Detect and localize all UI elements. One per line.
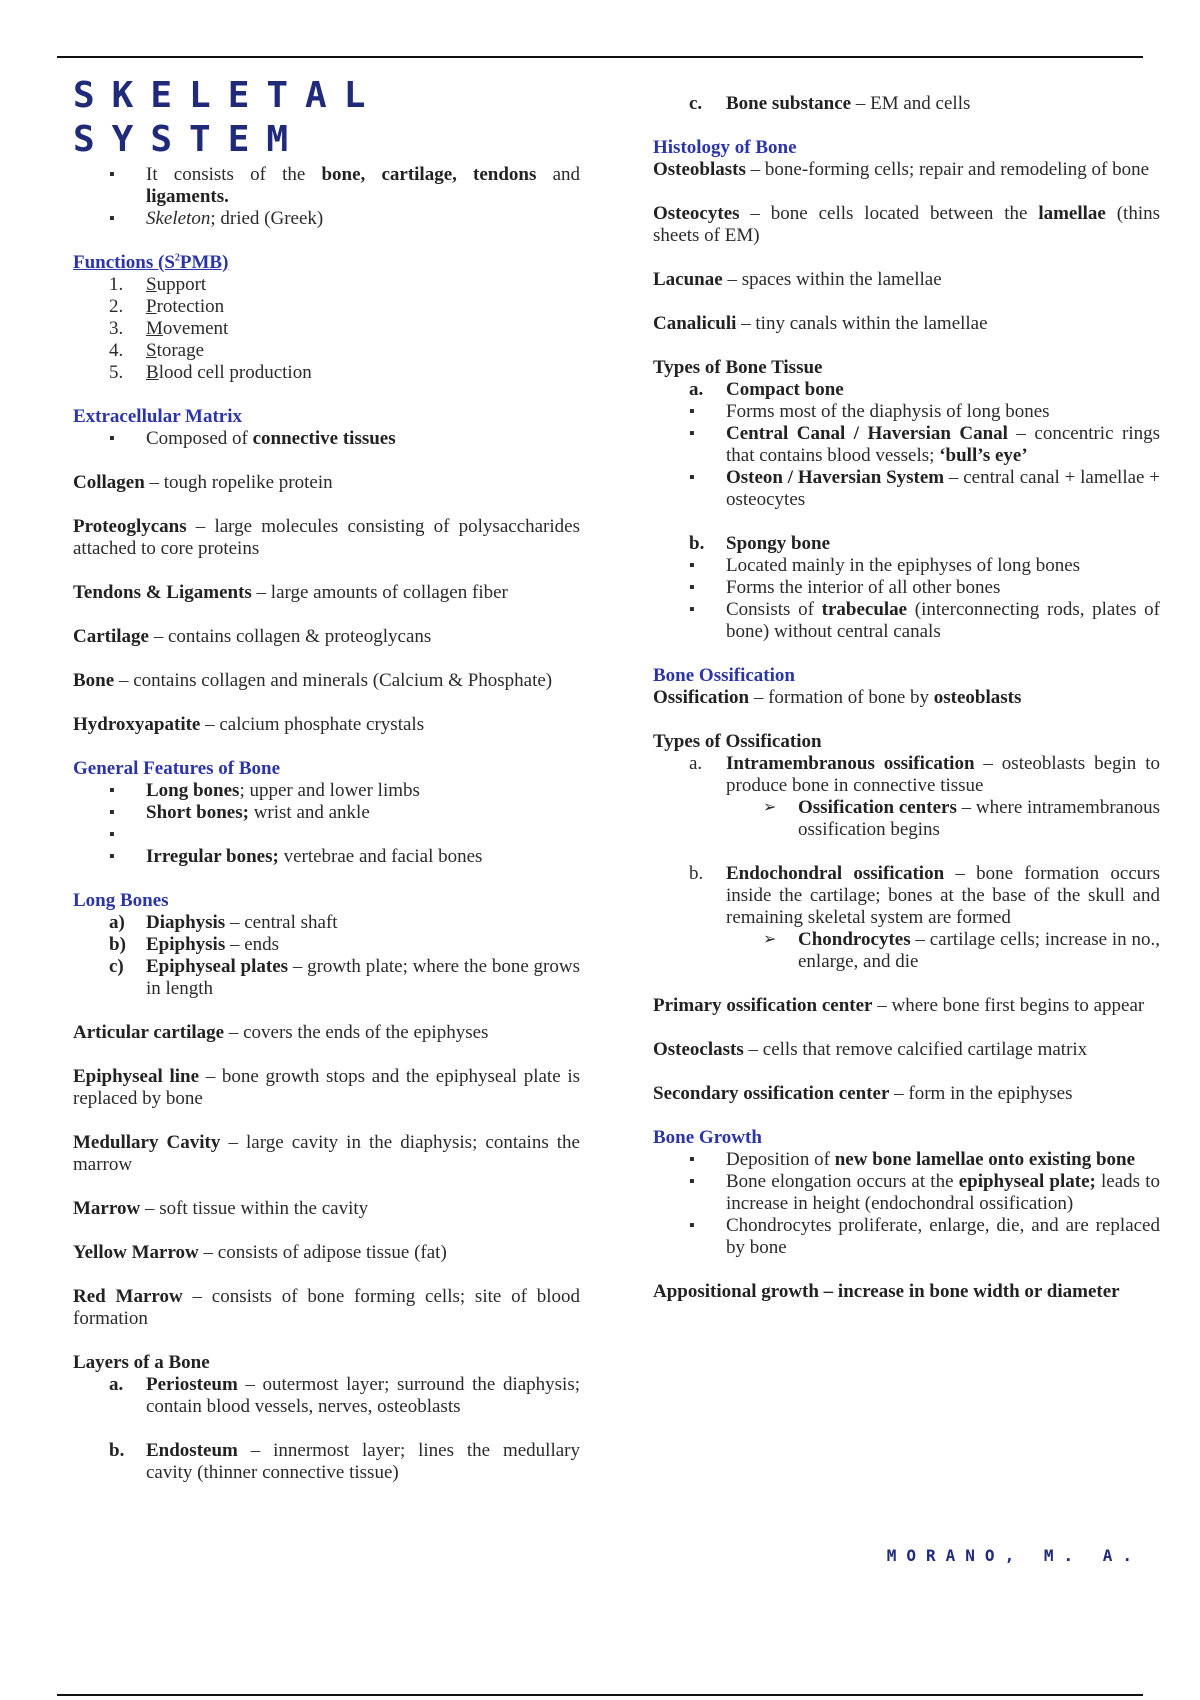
ossification-types-list	[653, 753, 1160, 797]
definition: Canaliculi – tiny canals within the lamellae	[653, 313, 988, 334]
definition: Yellow Marrow – consists of adipose tissue (fat)	[73, 1242, 447, 1263]
list-item: ▪ Osteon / Haversian System – central canal + lamellae + osteocytes	[653, 467, 1160, 511]
list-item: 3. Movement	[109, 318, 229, 339]
left-column	[73, 74, 580, 1484]
ossification-types-list	[653, 863, 1160, 929]
definition: Medullary Cavity – large cavity in the diaphysis; contains the marrow	[73, 1132, 580, 1175]
list-item: ▪ Short bones; wrist and ankle	[73, 802, 580, 824]
definition: Primary ossification center – where bone first begins to appear	[653, 995, 1145, 1016]
definition: Ossification – formation of bone by osteoblasts	[653, 687, 1022, 708]
list-item: c) Epiphyseal plates – growth plate; where the bone grows in length	[109, 956, 580, 999]
appositional-growth: Appositional growth – increase in bone width or diameter	[653, 1281, 1120, 1302]
definition: Collagen – tough ropelike protein	[73, 472, 333, 493]
general-features-heading: General Features of Bone	[73, 758, 281, 779]
definition: Cartilage – contains collagen & proteoglycans	[73, 626, 432, 647]
functions-heading: Functions $(S^2PMB)$	[73, 252, 229, 273]
list-item: ▪ Deposition of new bone lamellae onto existing bone	[653, 1149, 1160, 1171]
definition: Tendons & Ligaments – large amounts of collagen fiber	[73, 582, 508, 603]
list-item: ▪ Irregular bones; vertebrae and facial bones	[73, 846, 580, 868]
definition: Proteoglycans – large molecules consisting of polysaccharides attached to core proteins	[73, 516, 580, 559]
spongy-bone-label	[653, 533, 1160, 555]
bottom-rule	[57, 1694, 1143, 1696]
bone-growth-list	[653, 1149, 1160, 1259]
list-item: ▪ Located mainly in the epiphyses of long bones	[653, 555, 1160, 577]
sub-list	[653, 929, 1160, 973]
definition: Osteoclasts – cells that remove calcified cartilage matrix	[653, 1039, 1088, 1060]
list-item: a. Compact bone	[689, 379, 844, 400]
list-item: b. Endochondral ossification – bone formation occurs inside the cartilage; bones at the base of the skull and remaining skeletal system are formed	[689, 863, 1160, 928]
list-item: 4. Storage	[109, 340, 205, 361]
list-item: a. Periosteum – outermost layer; surround the diaphysis; contain blood vessels, nerves, osteoblasts	[109, 1374, 580, 1417]
list-item: ▪ Forms most of the diaphysis of long bones	[653, 401, 1160, 423]
definition: Articular cartilage – covers the ends of the epiphyses	[73, 1022, 489, 1043]
long-bones-heading: Long Bones	[73, 890, 169, 911]
list-item: 5. Blood cell production	[109, 362, 312, 383]
ossification-heading: Bone Ossification	[653, 665, 795, 686]
top-rule	[57, 56, 1143, 58]
layers-heading: Layers of a Bone	[73, 1352, 210, 1373]
layers-list-continued	[653, 93, 1160, 115]
sub-list	[653, 797, 1160, 841]
definition: Epiphyseal line – bone growth stops and the epiphyseal plate is replaced by bone	[73, 1066, 580, 1109]
list-item: ▪ Central Canal / Haversian Canal – concentric rings that contains blood vessels; ‘bull’s eye’	[653, 423, 1160, 467]
spongy-bone-list	[653, 555, 1160, 643]
list-item: 1. Support	[109, 274, 207, 295]
ossification-types-heading: Types of Ossification	[653, 731, 822, 752]
functions-list	[73, 274, 580, 384]
definition: Osteoblasts – bone-forming cells; repair and remodeling of bone	[653, 159, 1149, 180]
compact-bone-label	[653, 379, 1160, 401]
list-item: ▪ Bone elongation occurs at the epiphyseal plate; leads to increase in height (endochondral ossification)	[653, 1171, 1160, 1215]
list-item: ➢ Ossification centers – where intramembranous ossification begins	[653, 797, 1160, 841]
layers-list	[73, 1374, 580, 1484]
intro-item: ▪ It consists of the bone, cartilage, tendons and ligaments.	[73, 164, 580, 208]
list-item: a) Diaphysis – central shaft	[109, 912, 338, 933]
definition: Red Marrow – consists of bone forming cells; site of blood formation	[73, 1286, 580, 1329]
list-item: a. Intramembranous ossification – osteoblasts begin to produce bone in connective tissue	[689, 753, 1160, 796]
histology-heading: Histology of Bone	[653, 137, 797, 158]
long-bones-list	[73, 912, 580, 1000]
ecm-heading: Extracellular Matrix	[73, 406, 243, 427]
list-item: b) Epiphysis – ends	[109, 934, 280, 955]
list-item: ▪ Forms the interior of all other bones	[653, 577, 1160, 599]
intro-item: ▪ Skeleton; dried (Greek)	[73, 208, 580, 230]
list-item: ➢ Chondrocytes – cartilage cells; increase in no., enlarge, and die	[653, 929, 1160, 973]
general-features-list	[73, 780, 580, 868]
list-item: ▪ Consists of trabeculae (interconnecting rods, plates of bone) without central canals	[653, 599, 1160, 643]
list-item: ▪ Long bones; upper and lower limbs	[73, 780, 580, 802]
page-title: SKELETAL SYSTEM	[73, 75, 383, 160]
list-item: ▪ Composed of connective tissues	[73, 428, 580, 450]
definition: Secondary ossification center – form in the epiphyses	[653, 1083, 1073, 1104]
definition: Hydroxyapatite – calcium phosphate crystals	[73, 714, 425, 735]
list-item: b. Endosteum – innermost layer; lines the medullary cavity (thinner connective tissue)	[109, 1440, 580, 1483]
definition: Osteocytes – bone cells located between the lamellae (thins sheets of EM)	[653, 203, 1161, 246]
definition: Bone – contains collagen and minerals (Calcium & Phosphate)	[73, 670, 553, 691]
author-name: MORANO, M. A.	[886, 1546, 1142, 1565]
list-item: ▪ Chondrocytes proliferate, enlarge, die, and are replaced by bone	[653, 1215, 1160, 1259]
definition: Lacunae – spaces within the lamellae	[653, 269, 942, 290]
list-item: c. Bone substance – EM and cells	[689, 93, 971, 114]
bone-growth-heading: Bone Growth	[653, 1127, 762, 1148]
right-column	[653, 93, 1160, 1325]
intro-list	[73, 164, 580, 230]
tissue-types-heading: Types of Bone Tissue	[653, 357, 823, 378]
compact-bone-list	[653, 401, 1160, 511]
list-item: b. Spongy bone	[689, 533, 831, 554]
list-item: 2. Protection	[109, 296, 225, 317]
definition: Marrow – soft tissue within the cavity	[73, 1198, 369, 1219]
ecm-list	[73, 428, 580, 450]
list-item	[73, 824, 580, 846]
